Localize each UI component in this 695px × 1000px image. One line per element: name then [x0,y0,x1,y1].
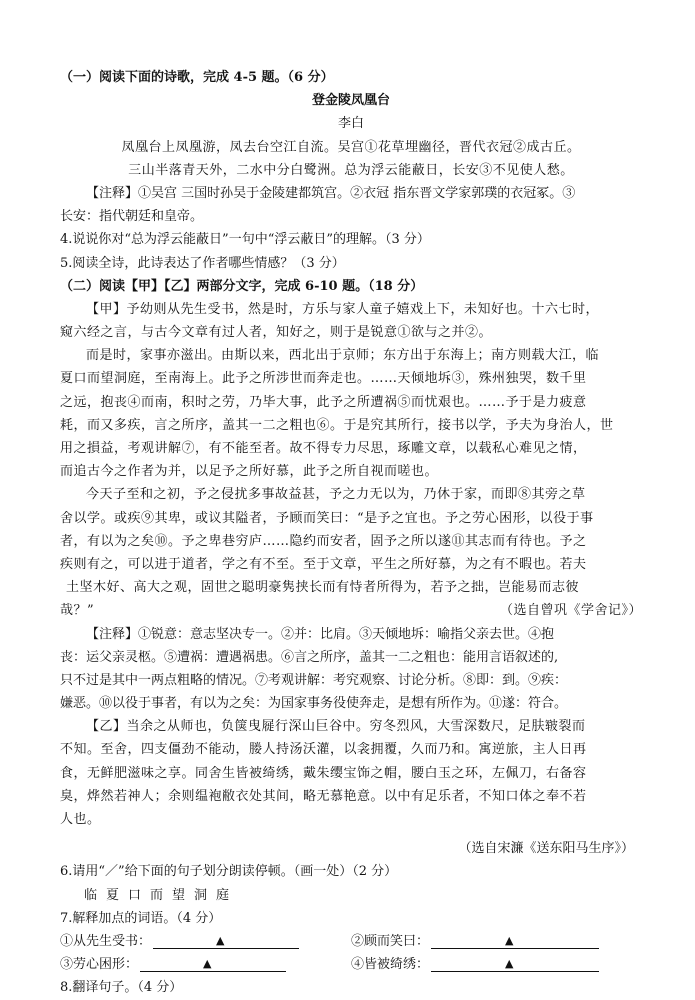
question-7-item-label: ①从先生受书： [60,933,152,949]
passage-jia-line: 【甲】予幼则从先生受书，然是时，方乐与家人童子嬉戏上下，未知好也。十六七时， [86,301,600,317]
notes-jia-line: 丧：运父亲灵柩。⑤遭祸：遭遇祸患。⑥言之所序，盖其一二之粗也：能用言语叙述的, [60,649,559,665]
question-7-row [60,930,642,953]
passage-jia-source: （选自曾巩《学舍记》） [499,603,642,619]
passage-jia-line: 而是时，家事亦滋出。由斯以来，西北出于京师；东方出于东海上；南方则载大江，临 [86,348,600,364]
question-7-item [60,953,351,976]
passage-jia-line: 窥六经之言，与古今文章有过人者，知好之，则于是锐意①欲与之并②。 [60,325,493,341]
passage-yi-line: 人也。 [60,812,101,827]
passage-yi-line: 臭，烨然若神人；余则缊袍敝衣处其间，略无慕艳意。以中有足乐者，不知口体之奉不若 [60,788,587,804]
question-7: 7.解释加点的词语。（4 分） [60,910,222,926]
passage-yi-source: （选自宋濂《送东阳马生序》） [458,841,634,857]
poem-note-line: 长安：指代朝廷和皇帝。 [60,209,204,225]
passage-jia-line: 土坚木好、高大之观，固世之聪明豪隽挟长而有恃者所得为，若予之拙，岂能易而志彼 [66,580,580,596]
question-6: 6.请用“／”给下面的句子划分朗读停顿。（画一处）（2 分） [60,864,398,880]
answer-blank[interactable] [140,957,286,972]
passage-jia-line: 今天子至和之初，予之侵扰多事故益甚，予之力无以为，乃休于家，而即⑧其旁之草 [86,487,586,503]
passage-jia-line: 之远，抱丧④而南，积时之劳，乃毕大事，此予之所遭祸⑤而忧艰也。……予于是力疲意 [60,394,587,410]
notes-jia-line: 嫌恶。⑩以役于事者，有以为之矣：为国家事务役使奔走，是想有所作为。⑪遂：符合。 [60,696,568,712]
poem-title: 登金陵凤凰台 [311,93,390,109]
poem-line: 三山半落青天外，二水中分白鹭洲。总为浮云能蔽日，长安③不见使人愁。 [128,162,574,178]
question-7-item [351,953,642,976]
passage-yi-line: 【乙】当余之从师也，负箧曳屣行深山巨谷中。穷冬烈风，大雪深数尺，足肤皲裂而 [86,719,586,735]
section2-heading: （二）阅读【甲】【乙】两部分文字，完成 6-10 题。（18 分） [60,278,424,294]
passage-jia-line: 夏口而望洞庭，至南海上。此予之所涉世而奔走也。……天倾地坼③，殊州独哭，数千里 [60,371,587,387]
question-7-item [351,930,642,953]
question-6-sentence: 临夏口而望洞庭 [84,887,239,903]
passage-jia-line: 而追古今之作者为并，以足予之所好慕，此予之所自视而嗟也。 [60,464,439,480]
passage-yi-line: 食，无鲜肥滋味之享。同舍生皆被绮绣，戴朱缨宝饰之帽，腰白玉之环，左佩刀，右备容 [60,765,587,781]
exam-page [60,66,642,1000]
question-4: 4.说说你对“总为浮云能蔽日”一句中“浮云蔽日”的理解。（3 分） [60,232,430,248]
question-7-item-label: ④皆被绮绣： [351,957,430,973]
answer-blank[interactable] [431,934,599,949]
triangle-marker-icon: ▲ [505,957,514,971]
poem-line: 凤凰台上凤凰游，凤去台空江自流。吴宫①花草埋幽径，晋代衣冠②成古丘。 [121,139,581,155]
question-5: 5.阅读全诗，此诗表达了作者哪些情感？（3 分） [60,255,345,271]
notes-jia-line: 只不过是其中一两点粗略的情况。⑦考观讲解：考究观察、讨论分析。⑧即：到。⑨疾： [60,672,568,688]
triangle-marker-icon: ▲ [216,934,225,948]
question-8: 8.翻译句子。（4 分） [60,980,183,996]
notes-jia-line: 【注释】①锐意：意志坚决专一。②并：比肩。③天倾地坼：喻指父亲去世。④抱 [86,626,555,642]
passage-jia-line: 舍以学。或疾⑨其卑，或议其隘者，予顾而笑曰：“是予之宜也。予之劳心困形，以役于事 [60,510,594,526]
passage-jia-line: 疾则有之，可以进于道者，学之有不至。至于文章，平生之所好慕，为之有不暇也。若夫 [60,556,587,572]
passage-jia-line: 哉？” [60,603,95,619]
question-7-item [60,930,351,953]
answer-blank[interactable] [153,934,299,949]
poem-author: 李白 [337,116,364,132]
triangle-marker-icon: ▲ [505,934,514,948]
question-7-row [60,953,642,976]
question-7-item-label: ②顾而笑曰： [351,933,430,949]
triangle-marker-icon: ▲ [203,957,212,971]
section1-heading: （一）阅读下面的诗歌，完成 4-5 题。（6 分） [60,70,334,85]
question-7-item-label: ③劳心困形： [60,957,139,973]
passage-jia-line: 耗，而又多疾，言之所序，盖其一二之粗也⑥。于是究其所行，接书以学，予夫为身治人，世 [60,417,614,433]
passage-jia-line: 用之損益，考观讲解⑦，有不能至者。故不得专力尽思，琢雕文章，以载私心难见之情， [60,441,587,456]
passage-yi-line: 不知。至舍，四支僵劲不能动，媵人持汤沃灌，以衾拥覆，久而乃和。寓逆旅，主人日再 [60,742,587,758]
answer-blank[interactable] [431,957,599,972]
passage-jia-line: 者，有以为之矣⑩。予之卑巷穷庐……隐约而安者，固予之所以遂⑪其志而有待也。予之 [60,533,587,549]
poem-note-line: 【注释】①吴宫 三国时孙吴于金陵建都筑宫。②衣冠 指东晋文学家郭璞的衣冠冢。③ [86,185,576,201]
